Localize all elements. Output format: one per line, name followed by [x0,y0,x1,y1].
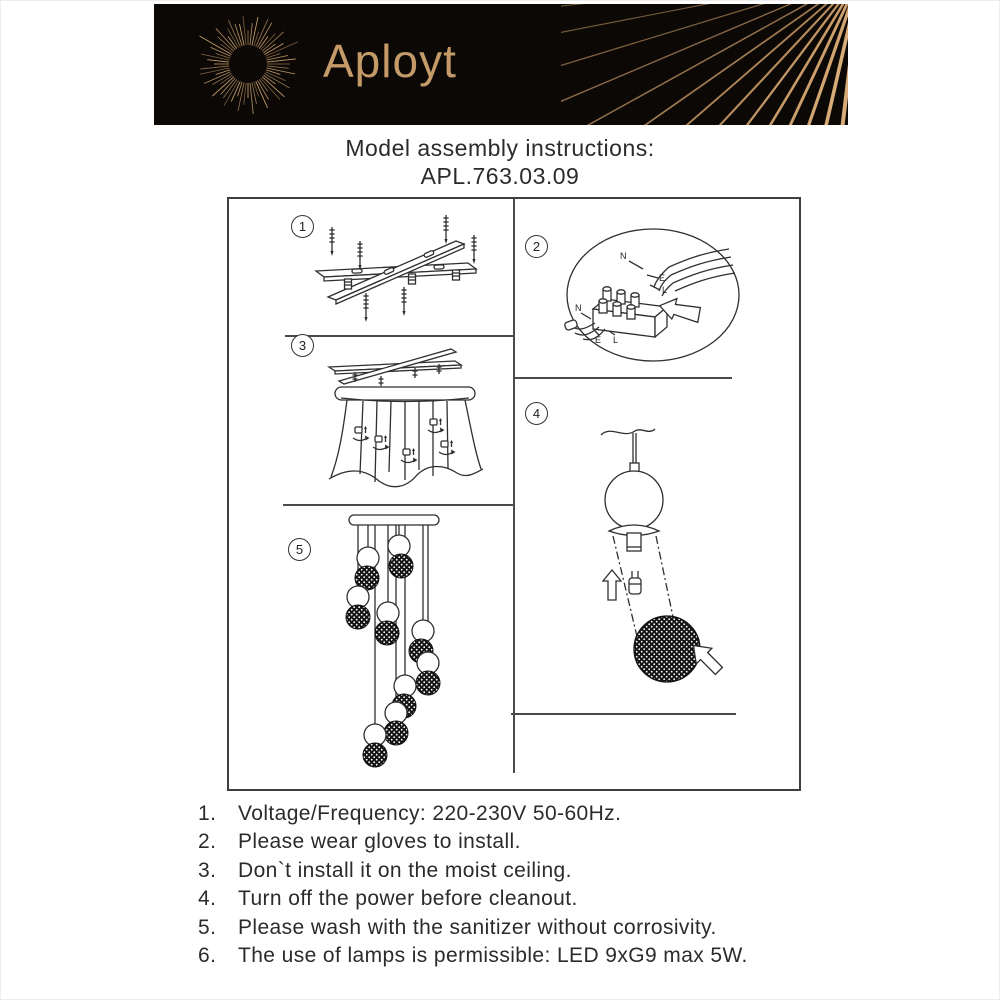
note-text: Please wear gloves to install. [238,830,521,854]
note-number: 4. [198,887,217,911]
note-number: 1. [198,802,217,825]
left-divider-1 [285,335,513,337]
wire-label-e-top: E [659,273,666,283]
step2-wiring-diagram [563,223,743,369]
step-5-badge: 5 [288,538,311,561]
note-text: Voltage/Frequency: 220-230V 50-60Hz. [238,802,622,825]
brand-name: Aployt [323,35,457,87]
note-item [198,942,838,970]
step-2-badge: 2 [525,235,548,258]
sunburst-logo-icon [198,14,298,114]
note-text: Please wash with the sanitizer without corrosivity. [238,915,717,939]
wire-label-l-block: L [613,335,619,345]
vertical-divider [513,199,515,773]
wire-label-n-top: N [620,251,627,261]
insert-up-arrow [603,570,621,600]
note-text: The use of lamps is permissible: LED 9xG9 max 5W. [238,944,748,968]
right-divider-1 [513,377,732,379]
note-number: 3. [198,858,217,882]
note-number: 2. [198,830,217,854]
step1-bracket-diagram [308,213,493,331]
step5-chandelier-diagram [333,511,468,771]
step4-shade-diagram [583,423,743,683]
step-4-badge: 4 [525,402,548,425]
wire-label-l-top: L [662,285,668,295]
corner-rays-decoration [561,4,848,125]
note-number: 6. [198,944,217,968]
diagram-box [227,197,801,791]
wire-label-n-block: N [575,303,582,313]
step-3-badge: 3 [291,334,314,357]
note-text: Turn off the power before cleanout. [238,887,578,911]
note-item [198,800,838,828]
step-1-badge: 1 [291,215,314,238]
note-item [198,914,838,942]
note-item [198,885,838,913]
step3-canopy-diagram [315,341,490,491]
model-number: APL.763.03.09 [420,163,580,189]
right-divider-2 [511,713,736,715]
note-text: Don`t install it on the moist ceiling. [238,858,572,882]
page-title: Model assembly instructions: [345,135,655,161]
wire-label-e-block: E [595,335,602,345]
safety-notes-list [198,800,838,970]
left-divider-2 [283,504,513,506]
brand-banner [154,4,848,125]
note-number: 5. [198,915,217,939]
note-item [198,828,838,856]
note-item [198,857,838,885]
